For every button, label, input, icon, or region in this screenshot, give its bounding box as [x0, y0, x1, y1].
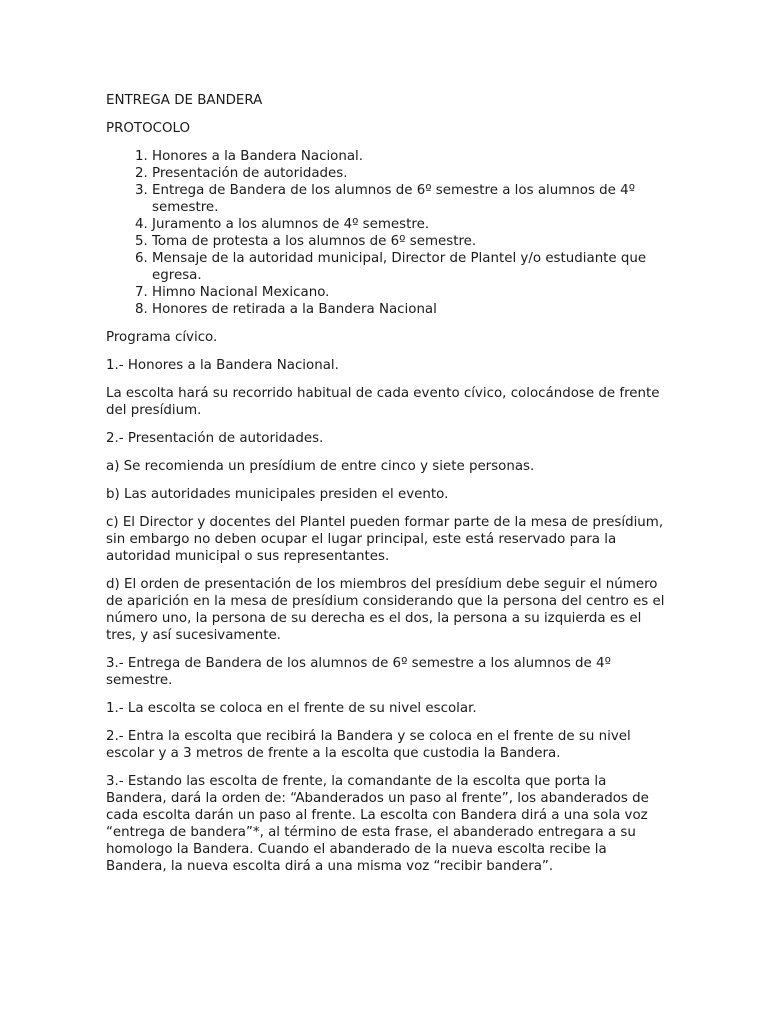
protocol-list — [106, 148, 666, 318]
section-1-text: La escolta hará su recorrido habitual de cada evento cívico, colocándose de frente del presídium. — [106, 386, 660, 418]
section-2-item-b: b) Las autoridades municipales presiden el evento. — [106, 487, 449, 502]
section-2-item-d: d) El orden de presentación de los miembros del presídium debe seguir el número de aparición en la mesa de presídium considerando que la persona del centro es el número uno, la persona de su derecha es el dos, la persona a su izquierda es el tres, y así sucesivamente. — [106, 577, 665, 643]
section-3-step-1: 1.- La escolta se coloca en el frente de su nivel escolar. — [106, 701, 477, 716]
protocol-item-5: 5. Toma de protesta a los alumnos de 6º semestre. — [152, 233, 666, 250]
section-3-step-3: 3.- Estando las escolta de frente, la comandante de la escolta que porta la Bandera, dará la orden de: “Abanderados un paso al frente”, los abanderados de cada escolta darán un paso al frente. La escolta con Bandera dirá a una sola voz “entrega de bandera”*, al término de esta frase, el abanderado entregara a su homologo la Bandera. Cuando el abanderado de la nueva escolta recibe la Bandera, la nueva escolta dirá a una misma voz “recibir bandera”. — [106, 774, 649, 874]
protocol-item-8: 8. Honores de retirada a la Bandera Nacional — [152, 301, 666, 318]
section-2-item-c: c) El Director y docentes del Plantel pueden formar parte de la mesa de presídium, sin embargo no deben ocupar el lugar principal, este está reservado para la autoridad municipal o sus representantes. — [106, 515, 664, 564]
document-title: ENTREGA DE BANDERA — [106, 93, 263, 108]
section-2-heading: 2.- Presentación de autoridades. — [106, 431, 324, 446]
protocol-item-4: 4. Juramento a los alumnos de 4º semestre. — [152, 216, 666, 233]
document-page — [106, 92, 666, 886]
section-3-step-2: 2.- Entra la escolta que recibirá la Bandera y se coloca en el frente de su nivel escolar y a 3 metros de frente a la escolta que custodia la Bandera. — [106, 729, 631, 761]
protocol-item-7: 7. Himno Nacional Mexicano. — [152, 284, 666, 301]
protocol-item-1: 1. Honores a la Bandera Nacional. — [152, 148, 666, 165]
protocol-item-2: 2. Presentación de autoridades. — [152, 165, 666, 182]
protocol-item-3: 3. Entrega de Bandera de los alumnos de 6º semestre a los alumnos de 4º semestre. — [152, 182, 666, 216]
protocol-heading: PROTOCOLO — [106, 121, 191, 136]
civic-program-heading: Programa cívico. — [106, 330, 218, 345]
section-2-item-a: a) Se recomienda un presídium de entre cinco y siete personas. — [106, 459, 535, 474]
section-1-heading: 1.- Honores a la Bandera Nacional. — [106, 358, 339, 373]
protocol-item-6: 6. Mensaje de la autoridad municipal, Director de Plantel y/o estudiante que egresa. — [152, 250, 666, 284]
section-3-heading: 3.- Entrega de Bandera de los alumnos de 6º semestre a los alumnos de 4º semestre. — [106, 656, 611, 688]
